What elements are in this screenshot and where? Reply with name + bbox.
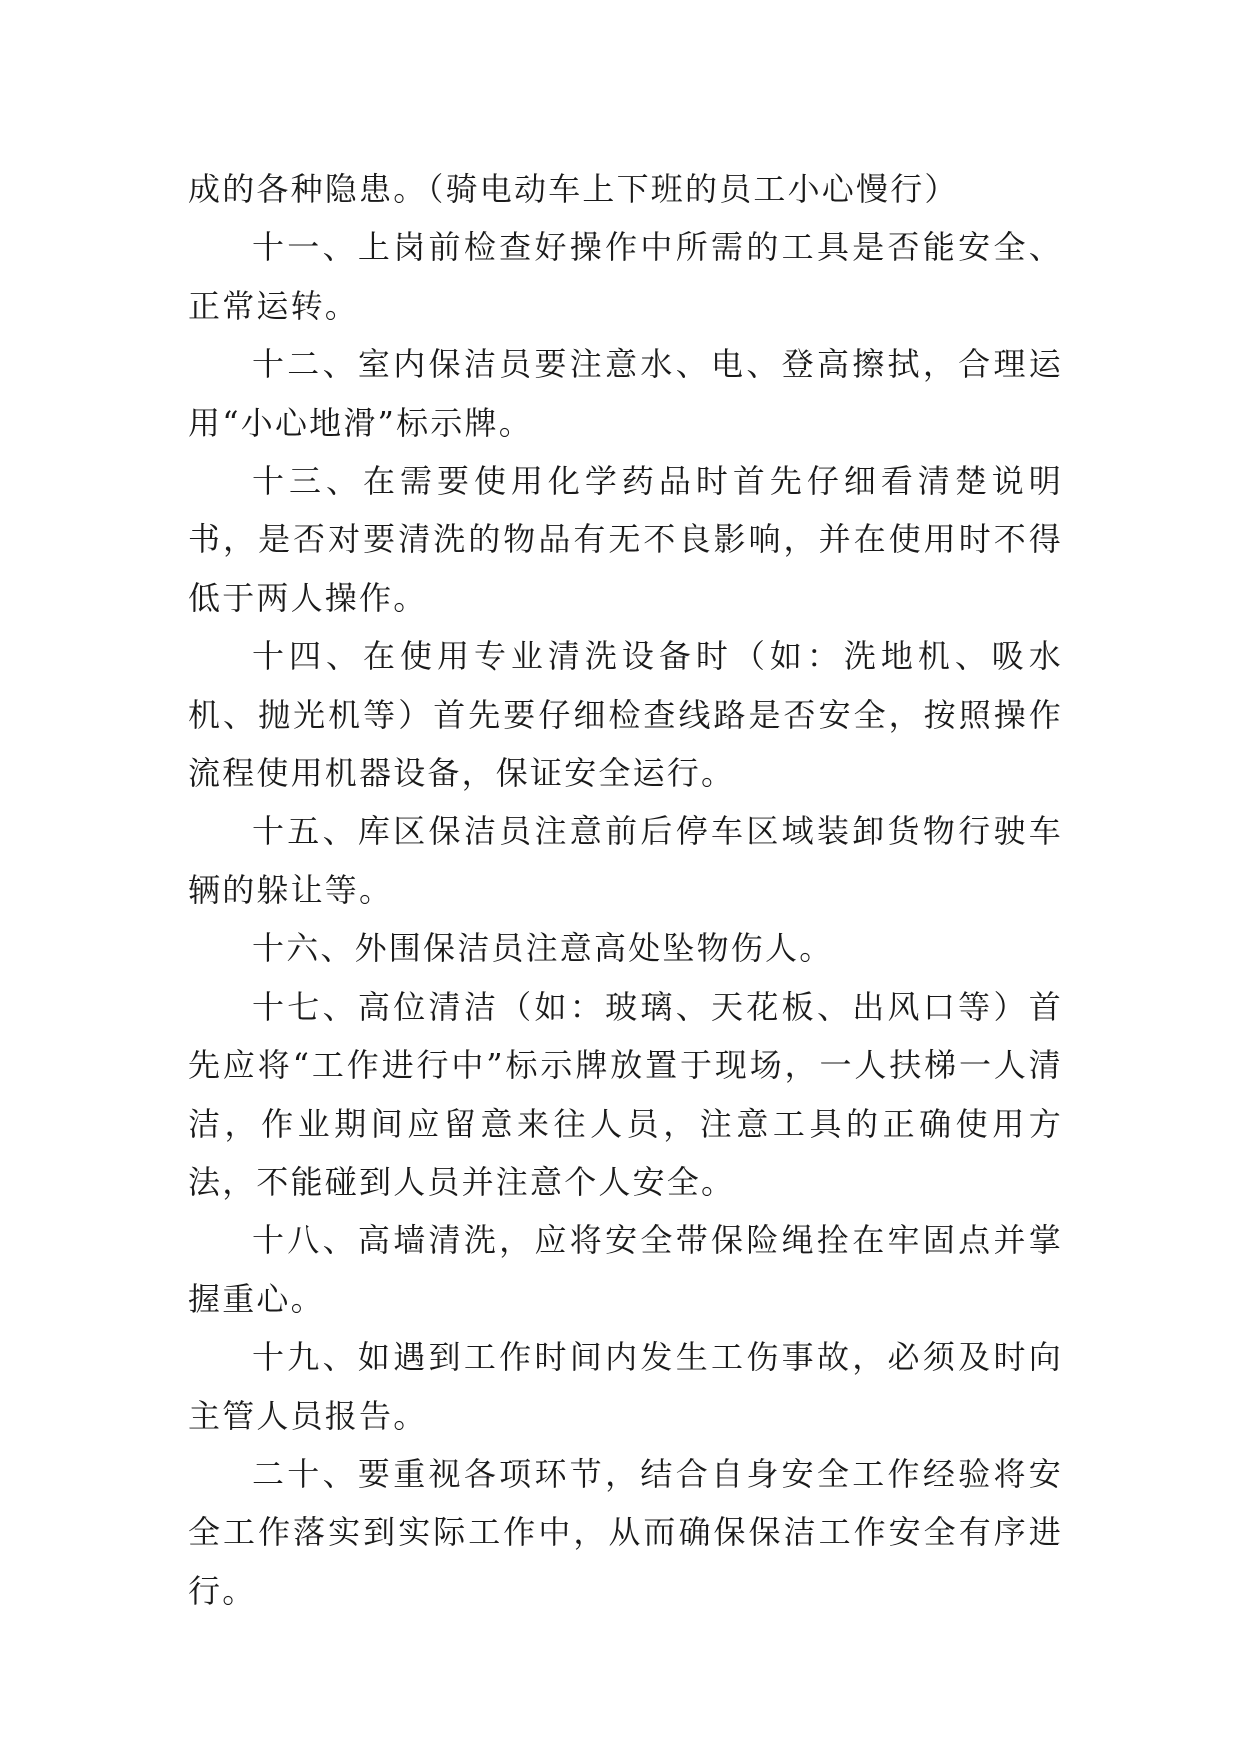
paragraph-item-15: 十五、库区保洁员注意前后停车区域装卸货物行驶车辆的躲让等。: [188, 812, 1063, 909]
paragraph-item-12: 十二、室内保洁员要注意水、电、登高擦拭，合理运用“小心地滑”标示牌。: [188, 345, 1063, 442]
paragraph-item-20: 二十、要重视各项环节，结合自身安全工作经验将安全工作落实到实际工作中，从而确保保洁工作安全有序进行。: [188, 1454, 1063, 1610]
paragraph-item-14: 十四、在使用专业清洗设备时（如：洗地机、吸水机、抛光机等）首先要仔细检查线路是否安全，按照操作流程使用机器设备，保证安全运行。: [188, 637, 1063, 793]
paragraph-item-13: 十三、在需要使用化学药品时首先仔细看清楚说明书，是否对要清洗的物品有无不良影响，并在使用时不得低于两人操作。: [188, 462, 1063, 617]
paragraph-continued: 成的各种隐患。（骑电动车上下班的员工小心慢行）: [188, 170, 959, 208]
paragraph-item-19: 十九、如遇到工作时间内发生工伤事故，必须及时向主管人员报告。: [188, 1338, 1063, 1435]
document-body: [188, 160, 1063, 1620]
paragraph-item-11: 十一、上岗前检查好操作中所需的工具是否能安全、正常运转。: [188, 228, 1063, 325]
paragraph-item-18: 十八、高墙清洗，应将安全带保险绳拴在牢固点并掌握重心。: [188, 1221, 1063, 1318]
paragraph-item-16: 十六、外围保洁员注意高处坠物伤人。: [252, 929, 834, 968]
paragraph-item-17: 十七、高位清洁（如：玻璃、天花板、出风口等）首先应将“工作进行中”标示牌放置于现场，一人扶梯一人清洁，作业期间应留意来往人员，注意工具的正确使用方法，不能碰到人员并注意个人安全。: [188, 987, 1063, 1201]
